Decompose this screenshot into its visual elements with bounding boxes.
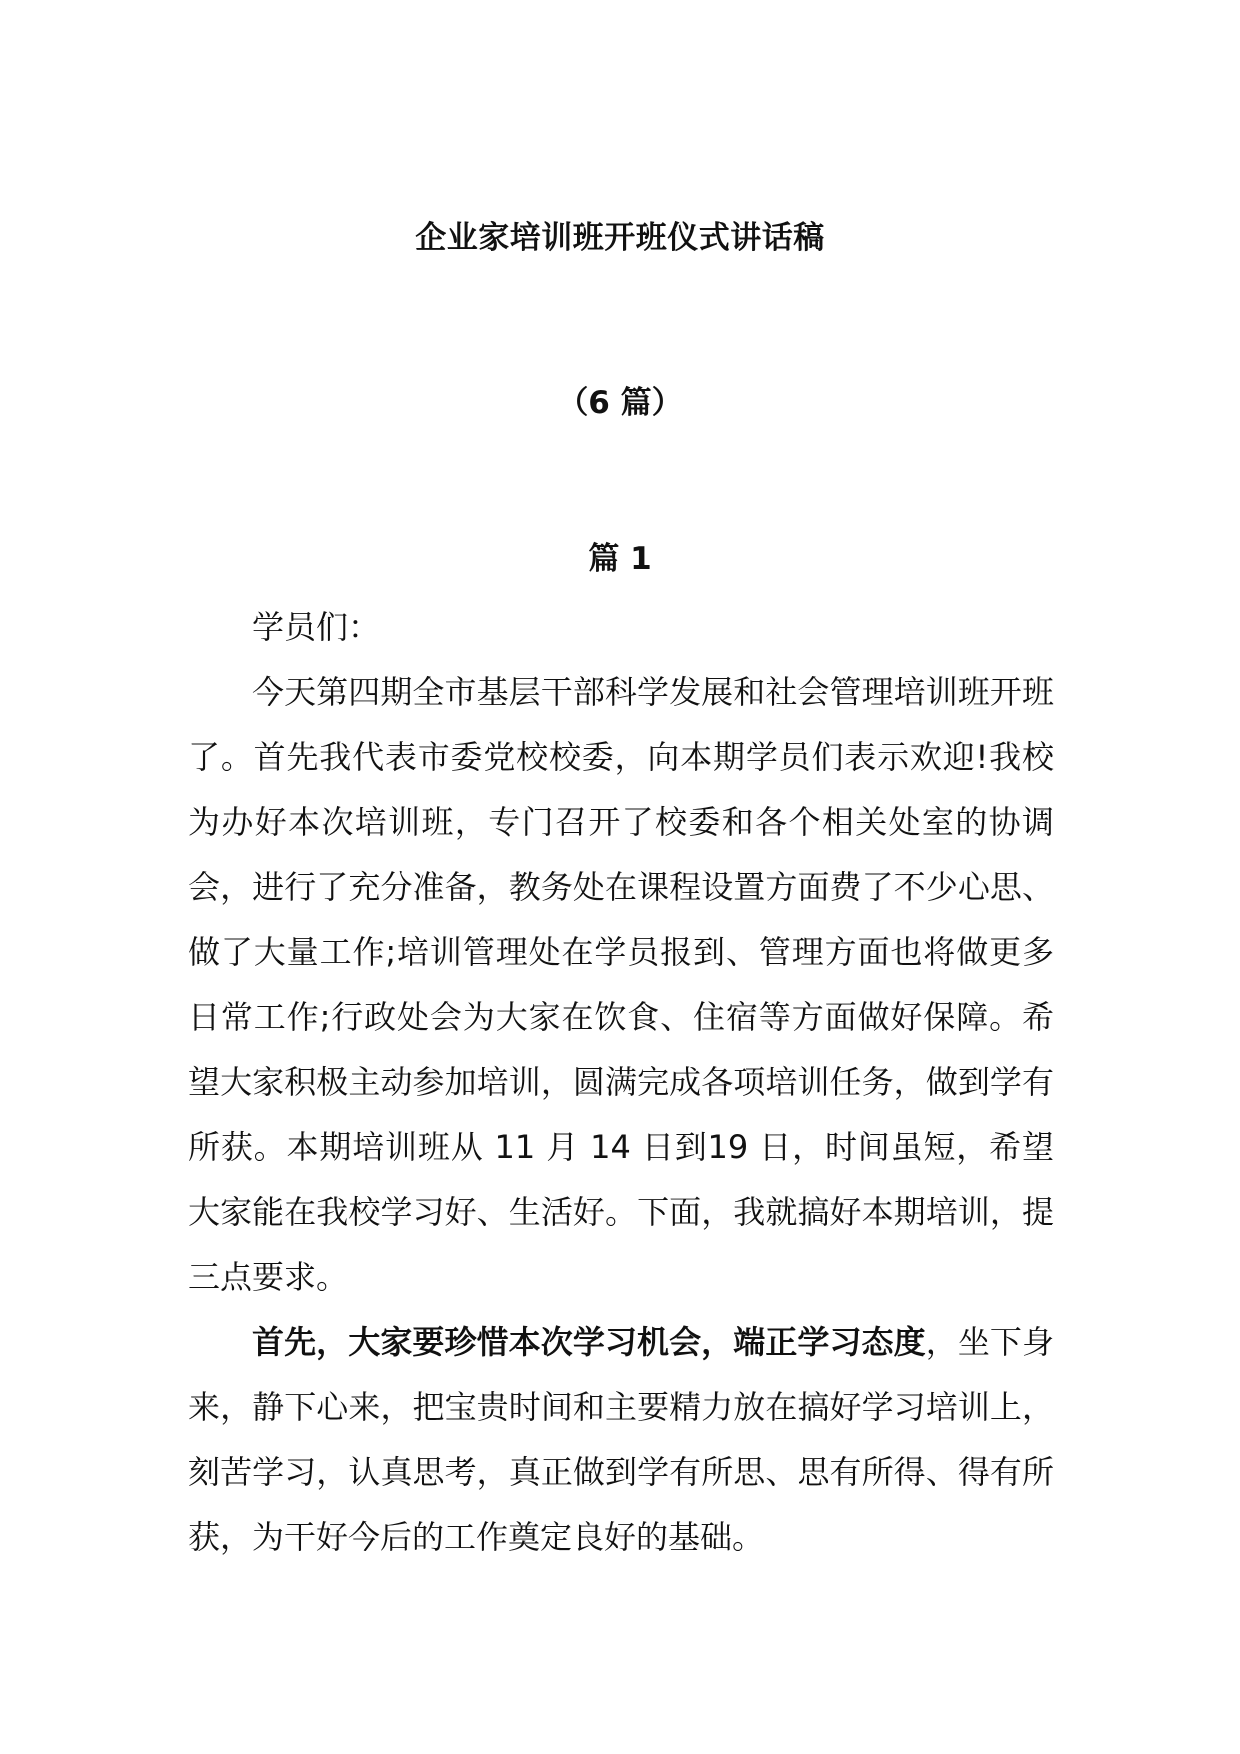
document-title: 企业家培训班开班仪式讲话稿 (415, 220, 825, 256)
document-body (188, 595, 1054, 1570)
paragraph-2-lead: 首先，大家要珍惜本次学习机会，端正学习态度 (252, 1323, 926, 1361)
salutation: 学员们： (252, 608, 381, 646)
section-heading: 篇 1 (588, 541, 652, 577)
document-subtitle: （6 篇） (557, 385, 683, 421)
paragraph-1: 今天第四期全市基层干部科学发展和社会管理培训班开班了。首先我代表市委党校校委，向本期学员们表示欢迎!我校为办好本次培训班，专门召开了校委和各个相关处室的协调会，进行了充分准备，教务处在课程设置方面费了不少心思、做了大量工作;培训管理处在学员报到、管理方面也将做更多日常工作;行政处会为大家在饮食、住宿等方面做好保障。希望大家积极主动参加培训，圆满完成各项培训任务，做到学有所获。本期培训班从 11 月 14 日到19 日，时间虽短，希望大家能在我校学习好、生活好。下面，我就搞好本期培训，提三点要求。 (188, 673, 1054, 1296)
paragraph-2 (188, 1310, 1054, 1570)
paragraph-2-text: ，坐下身来，静下心来，把宝贵时间和主要精力放在搞好学习培训上，刻苦学习，认真思考，真正做到学有所思、思有所得、得有所获，为干好今后的工作奠定良好的基础。 (188, 1323, 1054, 1556)
